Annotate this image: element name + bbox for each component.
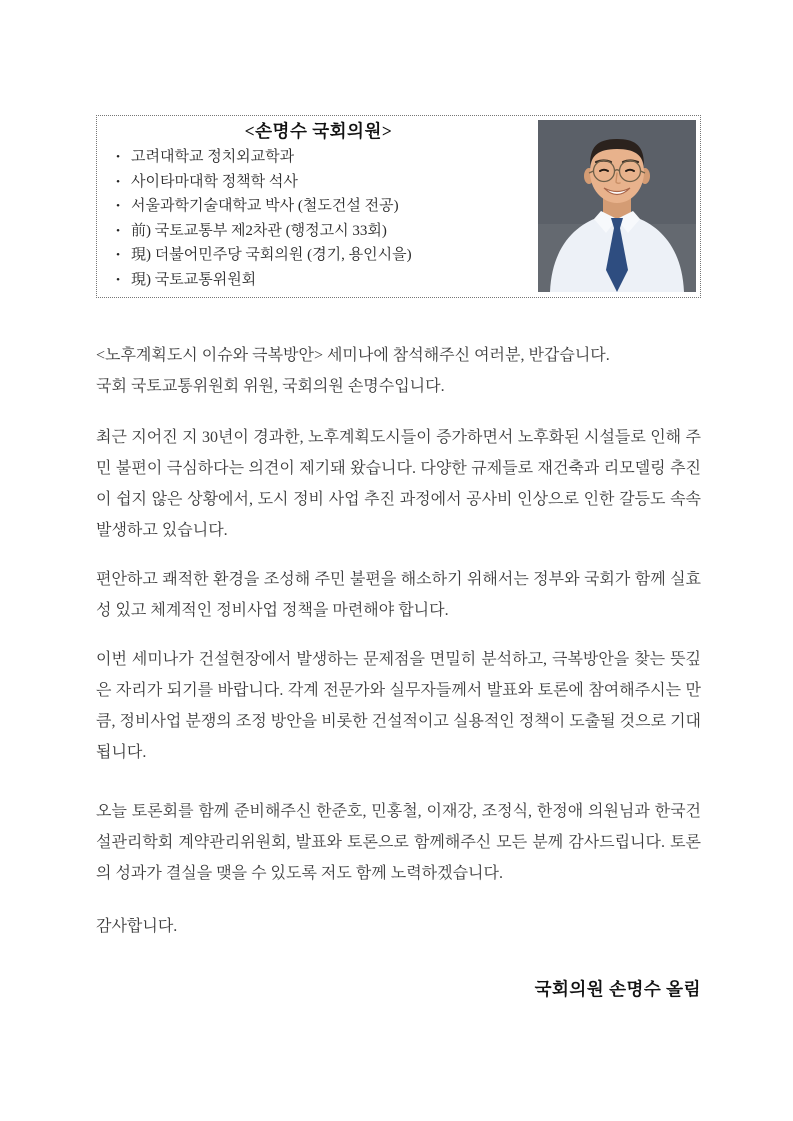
- credentials-list: [105, 145, 532, 293]
- profile-box: [96, 115, 701, 298]
- credential-text: 고려대학교 정치외교학과: [131, 149, 295, 165]
- bullet-icon: •: [116, 249, 120, 262]
- bullet-icon: •: [116, 151, 120, 163]
- bullet-icon: •: [116, 175, 120, 188]
- bullet-icon: •: [116, 273, 120, 286]
- letter-body: [96, 340, 701, 942]
- bullet-icon: •: [116, 224, 120, 237]
- credential-text: 서울과학기술대학교 박사 (철도건설 전공): [131, 198, 399, 215]
- list-item: [105, 268, 532, 293]
- credential-text: 前) 국토교통부 제2차관 (행정고시 33회): [131, 222, 387, 239]
- credential-text: 現) 국토교통위원회: [131, 271, 257, 288]
- list-item: [105, 219, 532, 244]
- paragraph: 오늘 토론회를 함께 준비해주신 한준호, 민홍철, 이재강, 조정식, 한정애 의원님과 한국건설관리학회 계약관리위원회, 발표와 토론으로 함께해주신 모든 분께 감사드립니다. 토론의 성과가 결실을 맺을 수 있도록 저도 함께 노력하겠습니다.: [96, 803, 701, 882]
- profile-title: <손명수 국회의원>: [244, 121, 393, 141]
- bullet-icon: •: [116, 200, 120, 213]
- profile-credentials: [97, 116, 538, 293]
- portrait-photo-svg: [538, 120, 696, 292]
- paragraph: 편안하고 쾌적한 환경을 조성해 주민 불편을 해소하기 위해서는 정부와 국회가 함께 실효성 있고 체계적인 정비사업 정책을 마련해야 합니다.: [96, 571, 701, 619]
- list-item: [105, 194, 532, 219]
- credential-text: 사이타마대학 정책학 석사: [131, 173, 298, 190]
- list-item: [105, 243, 532, 268]
- greeting-line: <노후계획도시 이슈와 극복방안> 세미나에 참석해주신 여러분, 반갑습니다.: [96, 347, 610, 364]
- credential-text: 現) 더불어민주당 국회의원 (경기, 용인시을): [131, 247, 412, 264]
- portrait-photo: [538, 120, 696, 292]
- list-item: [105, 145, 532, 170]
- closing-line: 감사합니다.: [96, 918, 178, 935]
- greeting-line: 국회 국토교통위원회 위원, 국회의원 손명수입니다.: [96, 378, 445, 395]
- paragraph: 최근 지어진 지 30년이 경과한, 노후계획도시들이 증가하면서 노후화된 시설들로 인해 주민 불편이 극심하다는 의견이 제기돼 왔습니다. 다양한 규제들로 재건축과 리모델링 추진이 쉽지 않은 상황에서, 도시 정비 사업 추진 과정에서 공사비 인상으로 인한 갈등도 속속 발생하고 있습니다.: [96, 429, 701, 539]
- paragraph: 이번 세미나가 건설현장에서 발생하는 문제점을 면밀히 분석하고, 극복방안을 찾는 뜻깊은 자리가 되기를 바랍니다. 각계 전문가와 실무자들께서 발표와 토론에 참여해주시는 만큼, 정비사업 분쟁의 조정 방안을 비롯한 건설적이고 실용적인 정책이 도출될 것으로 기대됩니다.: [96, 651, 701, 761]
- signature: 국회의원 손명수 올림: [534, 979, 701, 999]
- list-item: [105, 170, 532, 195]
